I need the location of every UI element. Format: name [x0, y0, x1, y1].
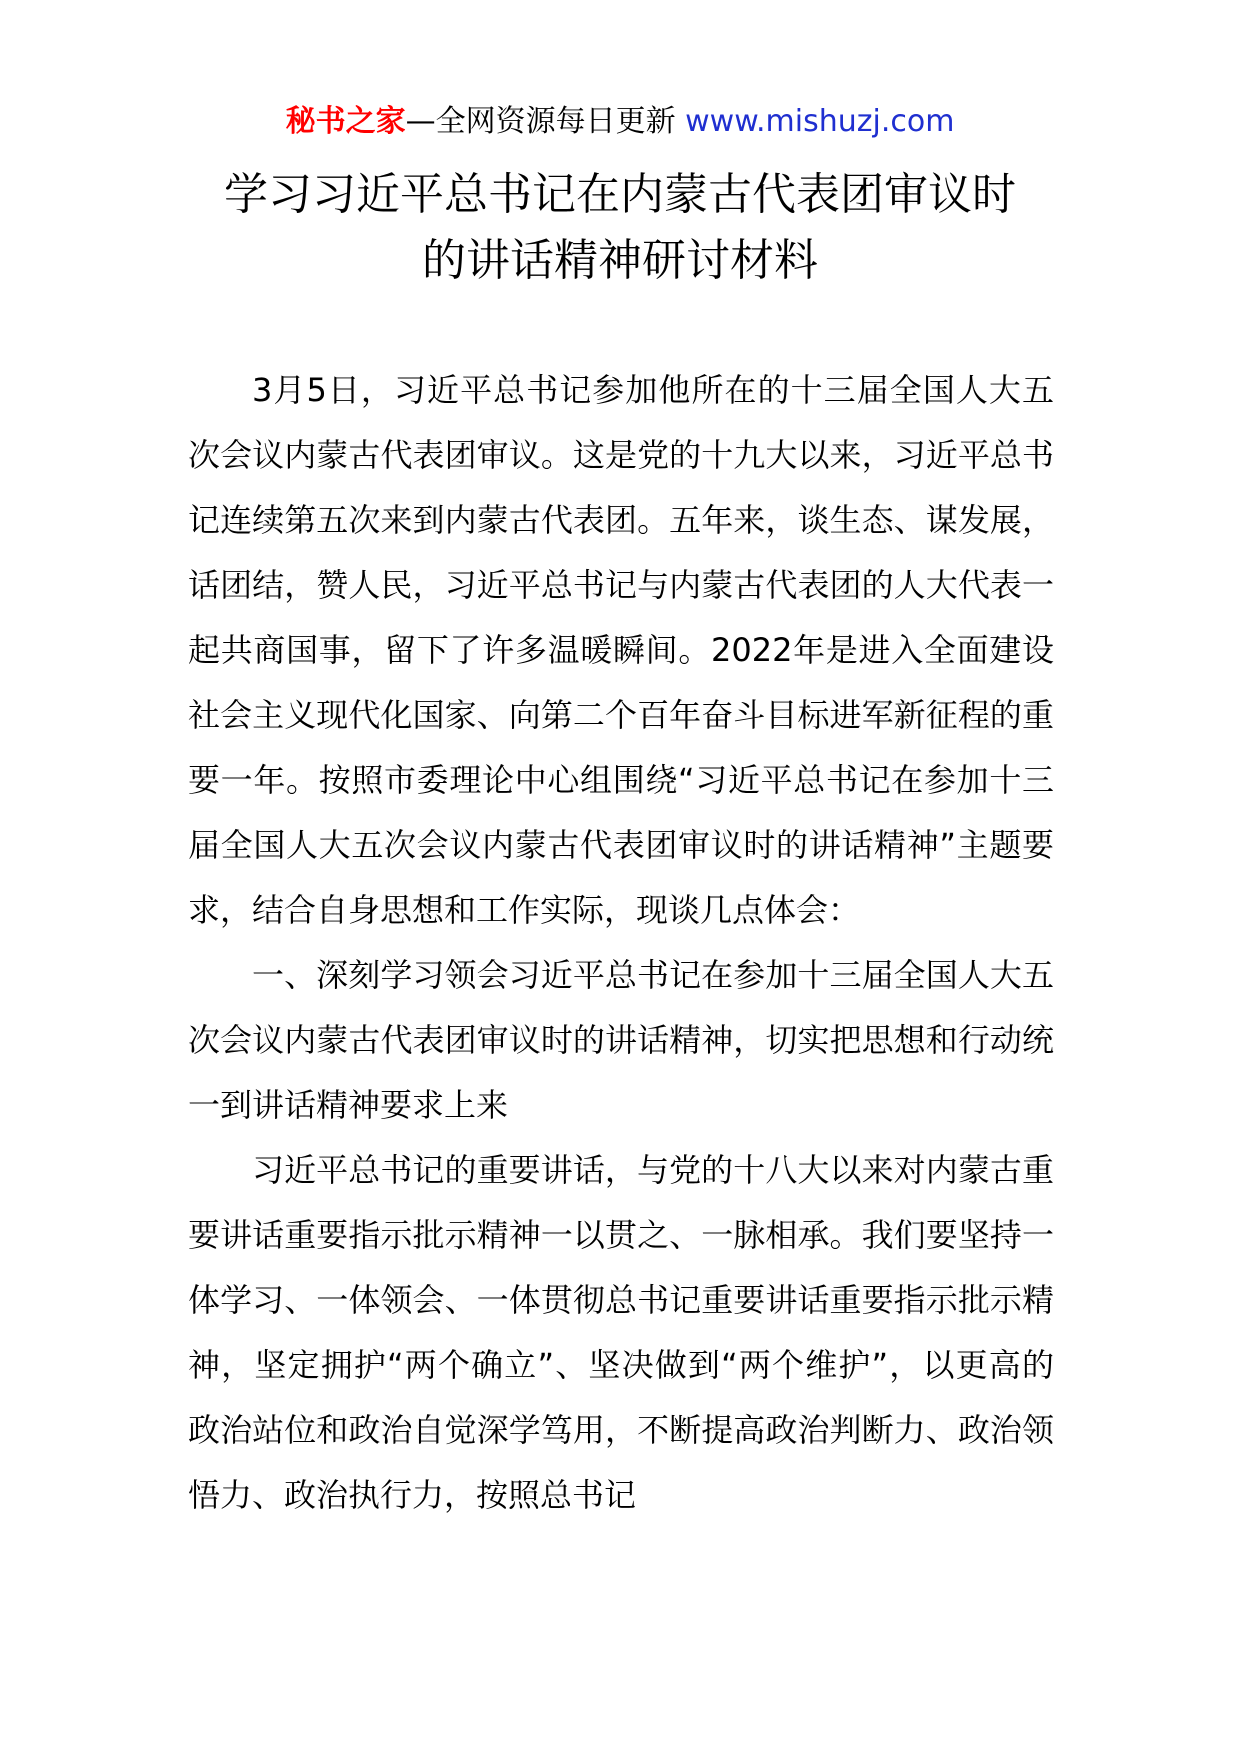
site-brand: 秘书之家: [285, 104, 406, 139]
site-slogan: —全网资源每日更新: [405, 104, 676, 139]
document-body: [188, 358, 1054, 1528]
site-header: [0, 100, 1240, 144]
title-line-2: 的讲话精神研讨材料: [422, 235, 818, 286]
section-heading-1: 一、深刻学习领会习近平总书记在参加十三届全国人大五次会议内蒙古代表团审议时的讲话精神，切实把思想和行动统一到讲话精神要求上来: [188, 956, 1054, 1124]
body-paragraph-intro: 3月5日，习近平总书记参加他所在的十三届全国人大五次会议内蒙古代表团审议。这是党的十九大以来，习近平总书记连续第五次来到内蒙古代表团。五年来，谈生态、谋发展，话团结，赞人民，习近平总书记与内蒙古代表团的人大代表一起共商国事，留下了许多温暖瞬间。2022年是进入全面建设社会主义现代化国家、向第二个百年奋斗目标进军新征程的重要一年。按照市委理论中心组围绕“习近平总书记在参加十三届全国人大五次会议内蒙古代表团审议时的讲话精神”主题要求，结合自身思想和工作实际，现谈几点体会：: [188, 371, 1054, 929]
title-line-1: 学习习近平总书记在内蒙古代表团审议时: [224, 169, 1016, 220]
document-title: [120, 162, 1120, 294]
site-url-link[interactable]: www.mishuzj.com: [685, 104, 955, 139]
body-paragraph-2: 习近平总书记的重要讲话，与党的十八大以来对内蒙古重要讲话重要指示批示精神一以贯之、一脉相承。我们要坚持一体学习、一体领会、一体贯彻总书记重要讲话重要指示批示精神，坚定拥护“两个确立”、坚决做到“两个维护”，以更高的政治站位和政治自觉深学笃用，不断提高政治判断力、政治领悟力、政治执行力，按照总书记: [188, 1151, 1054, 1514]
